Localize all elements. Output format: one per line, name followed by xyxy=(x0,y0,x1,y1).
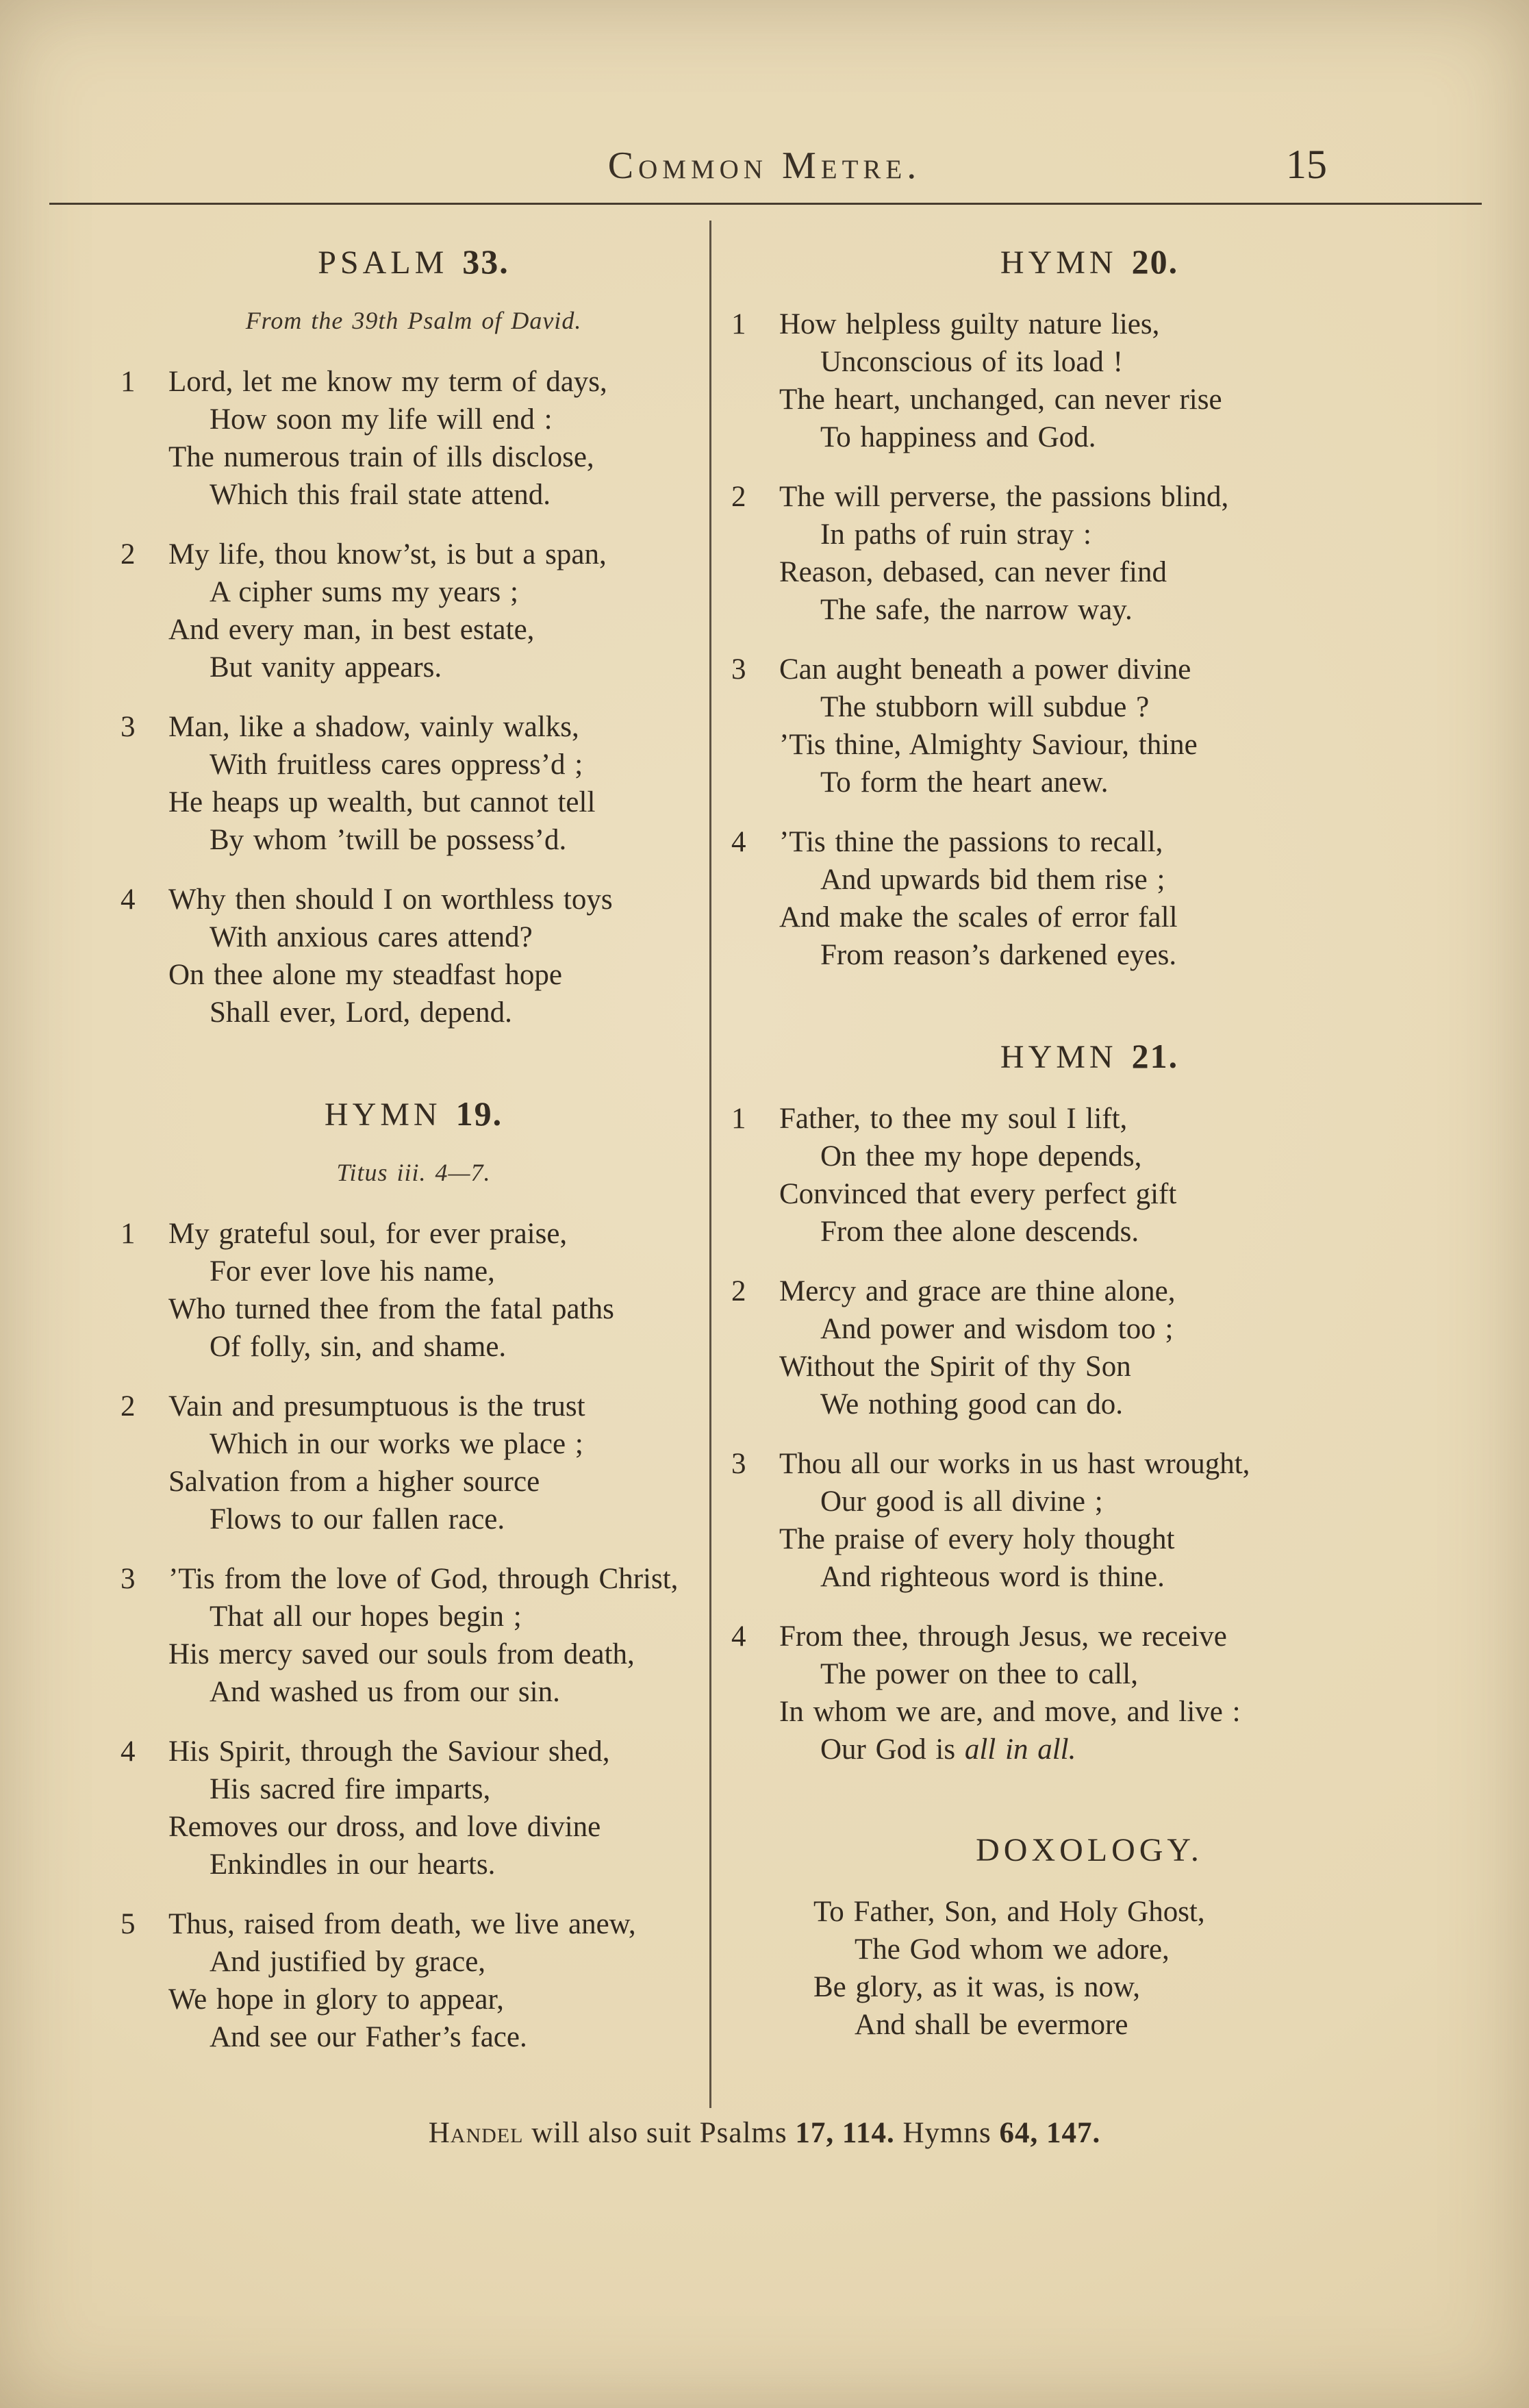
verse-line: And power and wisdom too ; xyxy=(820,1313,1174,1345)
verse-number: 5 xyxy=(121,1908,136,1940)
verse-line: On thee my hope depends, xyxy=(820,1140,1142,1172)
verse-number: 4 xyxy=(731,826,746,858)
verse-line: Shall ever, Lord, depend. xyxy=(210,996,512,1029)
verse-line: Removes our dross, and love divine xyxy=(168,1811,601,1843)
verse xyxy=(121,881,707,1031)
section-psalm-33 xyxy=(121,241,707,1031)
verse xyxy=(121,708,707,859)
verse-line: Lord, let me know my term of days, xyxy=(168,366,607,398)
verse-line: ’Tis thine, Almighty Saviour, thine xyxy=(779,729,1198,761)
verse-line: A cipher sums my years ; xyxy=(210,576,518,608)
verse-line: And every man, in best estate, xyxy=(168,614,535,646)
section-title xyxy=(121,241,707,284)
footer-segment: Handel xyxy=(428,2117,524,2149)
header-rule xyxy=(49,203,1482,205)
verse xyxy=(731,651,1448,801)
section-title-word: DOXOLOGY. xyxy=(976,1832,1203,1868)
verse-number: 2 xyxy=(121,538,136,570)
verse-number: 4 xyxy=(121,1735,136,1768)
section-title-number: 20. xyxy=(1131,242,1179,281)
verse-line: The will perverse, the passions blind, xyxy=(779,481,1229,513)
verse-line: And upwards bid them rise ; xyxy=(820,864,1165,896)
verse xyxy=(121,1560,707,1711)
verse-line: His mercy saved our souls from death, xyxy=(168,1638,635,1670)
verse-line: In whom we are, and move, and live : xyxy=(779,1696,1241,1728)
verse-line: From thee, through Jesus, we receive xyxy=(779,1620,1227,1653)
verse-line: The God whom we adore, xyxy=(855,1933,1170,1966)
verse-line: Be glory, as it was, is now, xyxy=(813,1971,1141,2003)
footer-note xyxy=(0,2116,1529,2150)
section-hymn-20 xyxy=(731,241,1448,974)
verse-line: The numerous train of ills disclose, xyxy=(168,441,594,473)
verse-line: Enkindles in our hearts. xyxy=(210,1848,496,1881)
verse-line: To happiness and God. xyxy=(820,421,1096,453)
verse xyxy=(121,1215,707,1366)
verse-line: How soon my life will end : xyxy=(210,403,553,436)
verse-line: His sacred fire imparts, xyxy=(210,1773,491,1805)
verse-line: Without the Spirit of thy Son xyxy=(779,1351,1131,1383)
verse-line: Thus, raised from death, we live anew, xyxy=(168,1908,636,1940)
left-column xyxy=(121,241,707,2078)
verse xyxy=(121,536,707,686)
verse-line: We nothing good can do. xyxy=(820,1388,1124,1420)
section-hymn-21 xyxy=(731,1036,1448,1768)
verse-line: To form the heart anew. xyxy=(820,766,1109,799)
verse xyxy=(731,1100,1448,1251)
verse-line: That all our hopes begin ; xyxy=(210,1601,522,1633)
verse-line: Our good is all divine ; xyxy=(820,1485,1103,1518)
verse-line: And righteous word is thine. xyxy=(820,1561,1165,1593)
verse-line: Convinced that every perfect gift xyxy=(779,1178,1177,1210)
verse-line: In paths of ruin stray : xyxy=(820,518,1091,551)
verse-line: The praise of every holy thought xyxy=(779,1523,1175,1555)
verse-line: From reason’s darkened eyes. xyxy=(820,939,1177,971)
verse-line: And justified by grace, xyxy=(210,1946,486,1978)
verse-line: He heaps up wealth, but cannot tell xyxy=(168,786,596,818)
verse xyxy=(731,1893,1448,2044)
running-head: Common Metre. xyxy=(607,145,922,187)
verse-line: ’Tis thine the passions to recall, xyxy=(779,826,1163,858)
section-title xyxy=(731,1830,1448,1871)
verse xyxy=(731,1445,1448,1596)
verse-line: Salvation from a higher source xyxy=(168,1466,540,1498)
verse-line: The safe, the narrow way. xyxy=(820,594,1133,626)
verse-line: We hope in glory to appear, xyxy=(168,1983,504,2016)
verse-line: ’Tis from the love of God, through Christ, xyxy=(168,1563,679,1595)
verse-line: Mercy and grace are thine alone, xyxy=(779,1275,1176,1307)
verse-number: 3 xyxy=(731,653,746,686)
verse-line: How helpless guilty nature lies, xyxy=(779,308,1160,340)
section-title-word: HYMN xyxy=(324,1096,442,1133)
verse-number: 1 xyxy=(731,1103,746,1135)
verse-line: Our God is all in all. xyxy=(820,1733,1076,1766)
verse-line: Flows to our fallen race. xyxy=(210,1503,505,1535)
verse-line: And washed us from our sin. xyxy=(210,1676,560,1708)
verse-line: The heart, unchanged, can never rise xyxy=(779,384,1222,416)
section-subtitle: From the 39th Psalm of David. xyxy=(245,307,582,334)
footer-segment: Hymns xyxy=(894,2117,1000,2149)
verse xyxy=(121,1388,707,1538)
right-column xyxy=(731,241,1448,2066)
verse-number: 2 xyxy=(731,1275,746,1307)
verse-line: Unconscious of its load ! xyxy=(820,346,1123,378)
section-title-word: HYMN xyxy=(1000,244,1117,281)
verse-line: My life, thou know’st, is but a span, xyxy=(168,538,607,570)
verse xyxy=(731,1618,1448,1768)
section-title-number: 21. xyxy=(1131,1037,1179,1075)
verse-line: And see our Father’s face. xyxy=(210,2021,527,2053)
verse xyxy=(731,305,1448,456)
verse-line: His Spirit, through the Saviour shed, xyxy=(168,1735,610,1768)
verse-line: To Father, Son, and Holy Ghost, xyxy=(813,1896,1205,1928)
verse-number: 2 xyxy=(731,481,746,513)
verse-number: 3 xyxy=(731,1448,746,1480)
verse-line: But vanity appears. xyxy=(210,651,442,683)
page-number: 15 xyxy=(1286,142,1327,187)
verse-line: Reason, debased, can never find xyxy=(779,556,1167,588)
verse-number: 2 xyxy=(121,1390,136,1422)
verse-line: For ever love his name, xyxy=(210,1255,495,1288)
footer-segment: 64, 147. xyxy=(999,2117,1101,2149)
section-subtitle: Titus iii. 4—7. xyxy=(336,1159,491,1186)
verse-line: Which in our works we place ; xyxy=(210,1428,583,1460)
verse-number: 4 xyxy=(121,883,136,916)
verse-line: The stubborn will subdue ? xyxy=(820,691,1150,723)
section-title-number: 19. xyxy=(455,1094,503,1133)
verse-line: Thou all our works in us hast wrought, xyxy=(779,1448,1250,1480)
verse-line: With fruitless cares oppress’d ; xyxy=(210,749,583,781)
verse-number: 3 xyxy=(121,1563,136,1595)
verse-line: Of folly, sin, and shame. xyxy=(210,1331,507,1363)
italic-phrase: all in all. xyxy=(964,1733,1076,1766)
verse xyxy=(121,363,707,514)
verse-line: From thee alone descends. xyxy=(820,1216,1139,1248)
column-divider xyxy=(709,221,711,2108)
verse-line: Vain and presumptuous is the trust xyxy=(168,1390,585,1422)
verse xyxy=(731,478,1448,629)
section-title xyxy=(731,241,1448,284)
verse-line: And shall be evermore xyxy=(855,2009,1128,2041)
verse-line: The power on thee to call, xyxy=(820,1658,1138,1690)
verse xyxy=(121,1905,707,2056)
footer-segment: 17, 114. xyxy=(795,2117,895,2149)
verse-line: Man, like a shadow, vainly walks, xyxy=(168,711,579,743)
section-title-number: 33. xyxy=(462,242,509,281)
verse-line: Can aught beneath a power divine xyxy=(779,653,1191,686)
verse xyxy=(731,1272,1448,1423)
verse-line: My grateful soul, for ever praise, xyxy=(168,1218,568,1250)
verse-line: On thee alone my steadfast hope xyxy=(168,959,563,991)
verse-line: Who turned thee from the fatal paths xyxy=(168,1293,614,1325)
verse-line: Father, to thee my soul I lift, xyxy=(779,1103,1128,1135)
verse-line: By whom ’twill be possess’d. xyxy=(210,824,567,856)
verse xyxy=(121,1733,707,1883)
section-title-word: HYMN xyxy=(1000,1039,1117,1075)
verse-number: 3 xyxy=(121,711,136,743)
footer-segment: will also suit Psalms xyxy=(523,2117,796,2149)
verse-number: 1 xyxy=(731,308,746,340)
verse-number: 1 xyxy=(121,1218,136,1250)
verse xyxy=(731,823,1448,974)
section-title xyxy=(121,1093,707,1136)
verse-line: And make the scales of error fall xyxy=(779,901,1178,933)
verse-line: With anxious cares attend? xyxy=(210,921,533,953)
section-hymn-19 xyxy=(121,1093,707,2056)
verse-number: 4 xyxy=(731,1620,746,1653)
section-title-word: PSALM xyxy=(318,244,448,281)
section-doxology xyxy=(731,1830,1448,2044)
verse-line: Which this frail state attend. xyxy=(210,479,551,511)
section-title xyxy=(731,1036,1448,1078)
verse-line: Why then should I on worthless toys xyxy=(168,883,613,916)
verse-number: 1 xyxy=(121,366,136,398)
